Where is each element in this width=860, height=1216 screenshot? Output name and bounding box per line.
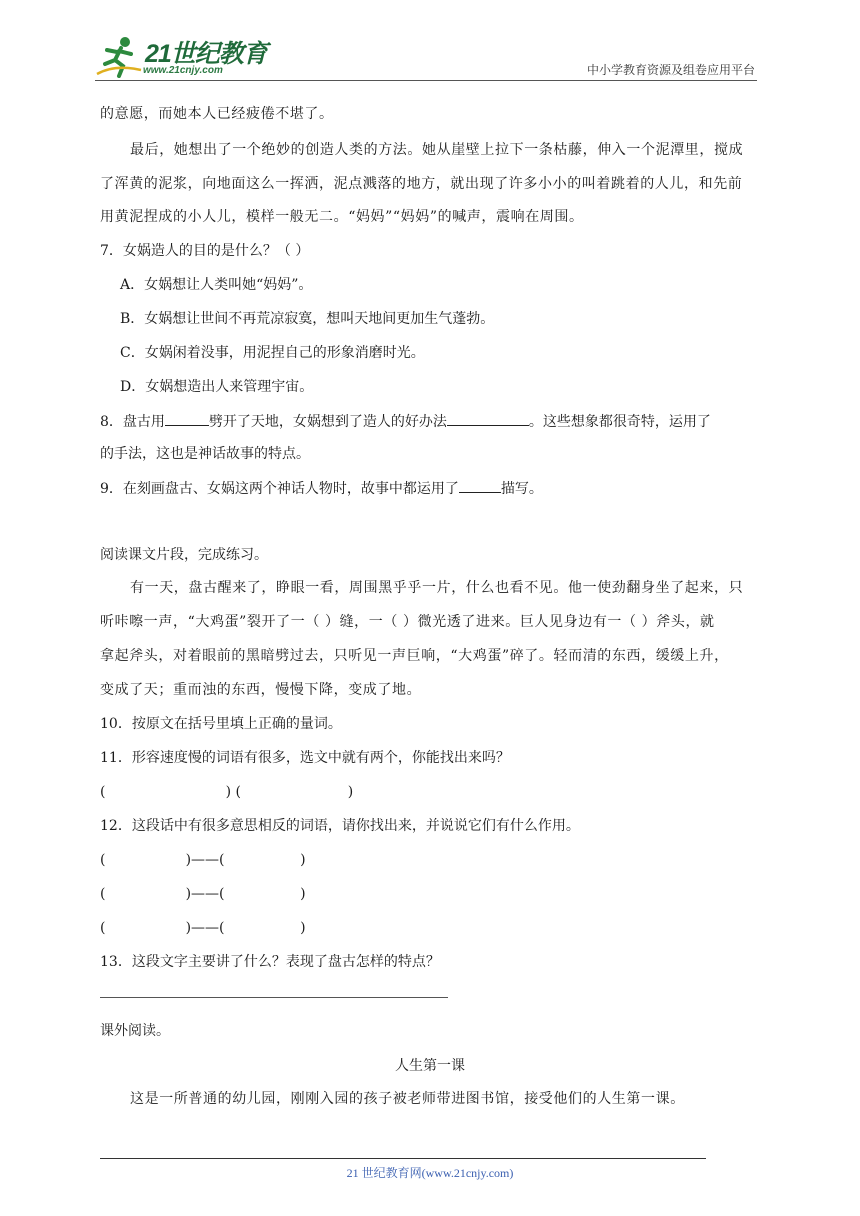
question-7: 7．女娲造人的目的是什么？（ ） — [100, 243, 310, 259]
question-10: 10．按原文在括号里填上正确的量词。 — [100, 716, 342, 732]
section2-line2: 听咔嚓一声，“大鸡蛋”裂开了一（ ）缝，一（ ）微光透了进来。巨人见身边有一（ ）斧头，就 — [100, 614, 715, 630]
q11-answer-brackets[interactable]: ( ) ( ) — [100, 784, 354, 800]
page-footer[interactable]: 21 世纪教育网(www.21cnjy.com) — [346, 1166, 514, 1180]
q9-part-b: 描写。 — [500, 481, 543, 497]
q8-blank-2[interactable] — [447, 411, 529, 426]
q8-part-a: 8．盘古用 — [100, 414, 165, 430]
section2-line1: 有一天，盘古醒来了，睁眼一看，周围黑乎乎一片，什么也看不见。他一使劲翻身坐了起来，只 — [130, 580, 744, 596]
q12-answer-row[interactable]: ( )——( ) — [100, 920, 306, 936]
q7-option-d: D．女娲想造出人来管理宇宙。 — [120, 379, 314, 395]
passage1-line2: 最后，她想出了一个绝妙的创造人类的方法。她从崖壁上拉下一条枯藤，伸入一个泥潭里，搅成 — [130, 142, 744, 158]
passage1-line4: 用黄泥捏成的小人儿，模样一般无二。“妈妈”“妈妈”的喊声，震响在周围。 — [100, 209, 584, 225]
runner-logo-icon — [95, 34, 145, 78]
q12-answer-row[interactable]: ( )——( ) — [100, 886, 306, 902]
passage1-line3: 了浑黄的泥浆，向地面这么一挥洒，泥点溅落的地方，就出现了许多小小的叫着跳着的人儿，和先前 — [100, 176, 743, 192]
question-12: 12．这段话中有很多意思相反的词语，请你找出来，并说说它们有什么作用。 — [100, 818, 580, 834]
q7-option-c: C．女娲闲着没事，用泥捏自己的形象消磨时光。 — [120, 345, 425, 361]
section2-intro: 阅读课文片段，完成练习。 — [100, 547, 268, 563]
section2-line3: 拿起斧头，对着眼前的黑暗劈过去，只听见一声巨响，“大鸡蛋”碎了。轻而清的东西，缓缓上升， — [100, 648, 729, 664]
question-11: 11．形容速度慢的词语有很多，选文中就有两个，你能找出来吗？ — [100, 750, 510, 766]
q13-answer-line[interactable] — [100, 997, 448, 998]
footer-divider — [100, 1158, 706, 1159]
question-9 — [100, 478, 543, 499]
q8-part-b: 劈开了天地，女娲想到了造人的好办法 — [208, 414, 447, 430]
q8-part-c: 。这些想象都很奇特，运用了 — [528, 414, 711, 430]
q9-part-a: 9．在刻画盘古、女娲这两个神话人物时，故事中都运用了 — [100, 481, 459, 497]
question-8 — [100, 411, 711, 432]
q7-option-b: B．女娲想让世间不再荒凉寂寞，想叫天地间更加生气蓬勃。 — [120, 311, 495, 327]
question-13: 13．这段文字主要讲了什么？表现了盘古怎样的特点？ — [100, 954, 440, 970]
section3-title: 人生第一课 — [395, 1058, 465, 1074]
section3-intro: 课外阅读。 — [100, 1023, 170, 1039]
logo-url: www.21cnjy.com — [143, 65, 223, 76]
section3-line1: 这是一所普通的幼儿园，刚刚入园的孩子被老师带进图书馆，接受他们的人生第一课。 — [130, 1091, 685, 1107]
platform-label: 中小学教育资源及组卷应用平台 — [586, 63, 755, 77]
q7-option-a: A．女娲想让人类叫她“妈妈”。 — [120, 277, 313, 293]
q12-answer-row[interactable]: ( )——( ) — [100, 852, 306, 868]
passage1-line1: 的意愿，而她本人已经疲倦不堪了。 — [100, 106, 334, 122]
site-logo — [95, 34, 265, 78]
question-8-cont: 的手法，这也是神话故事的特点。 — [100, 446, 310, 462]
q8-blank-1[interactable] — [165, 411, 209, 426]
logo-text: 21世纪教育 — [145, 40, 267, 68]
q9-blank[interactable] — [459, 478, 501, 493]
page-header — [95, 30, 757, 81]
section2-line4: 变成了天；重而浊的东西，慢慢下降，变成了地。 — [100, 682, 422, 698]
